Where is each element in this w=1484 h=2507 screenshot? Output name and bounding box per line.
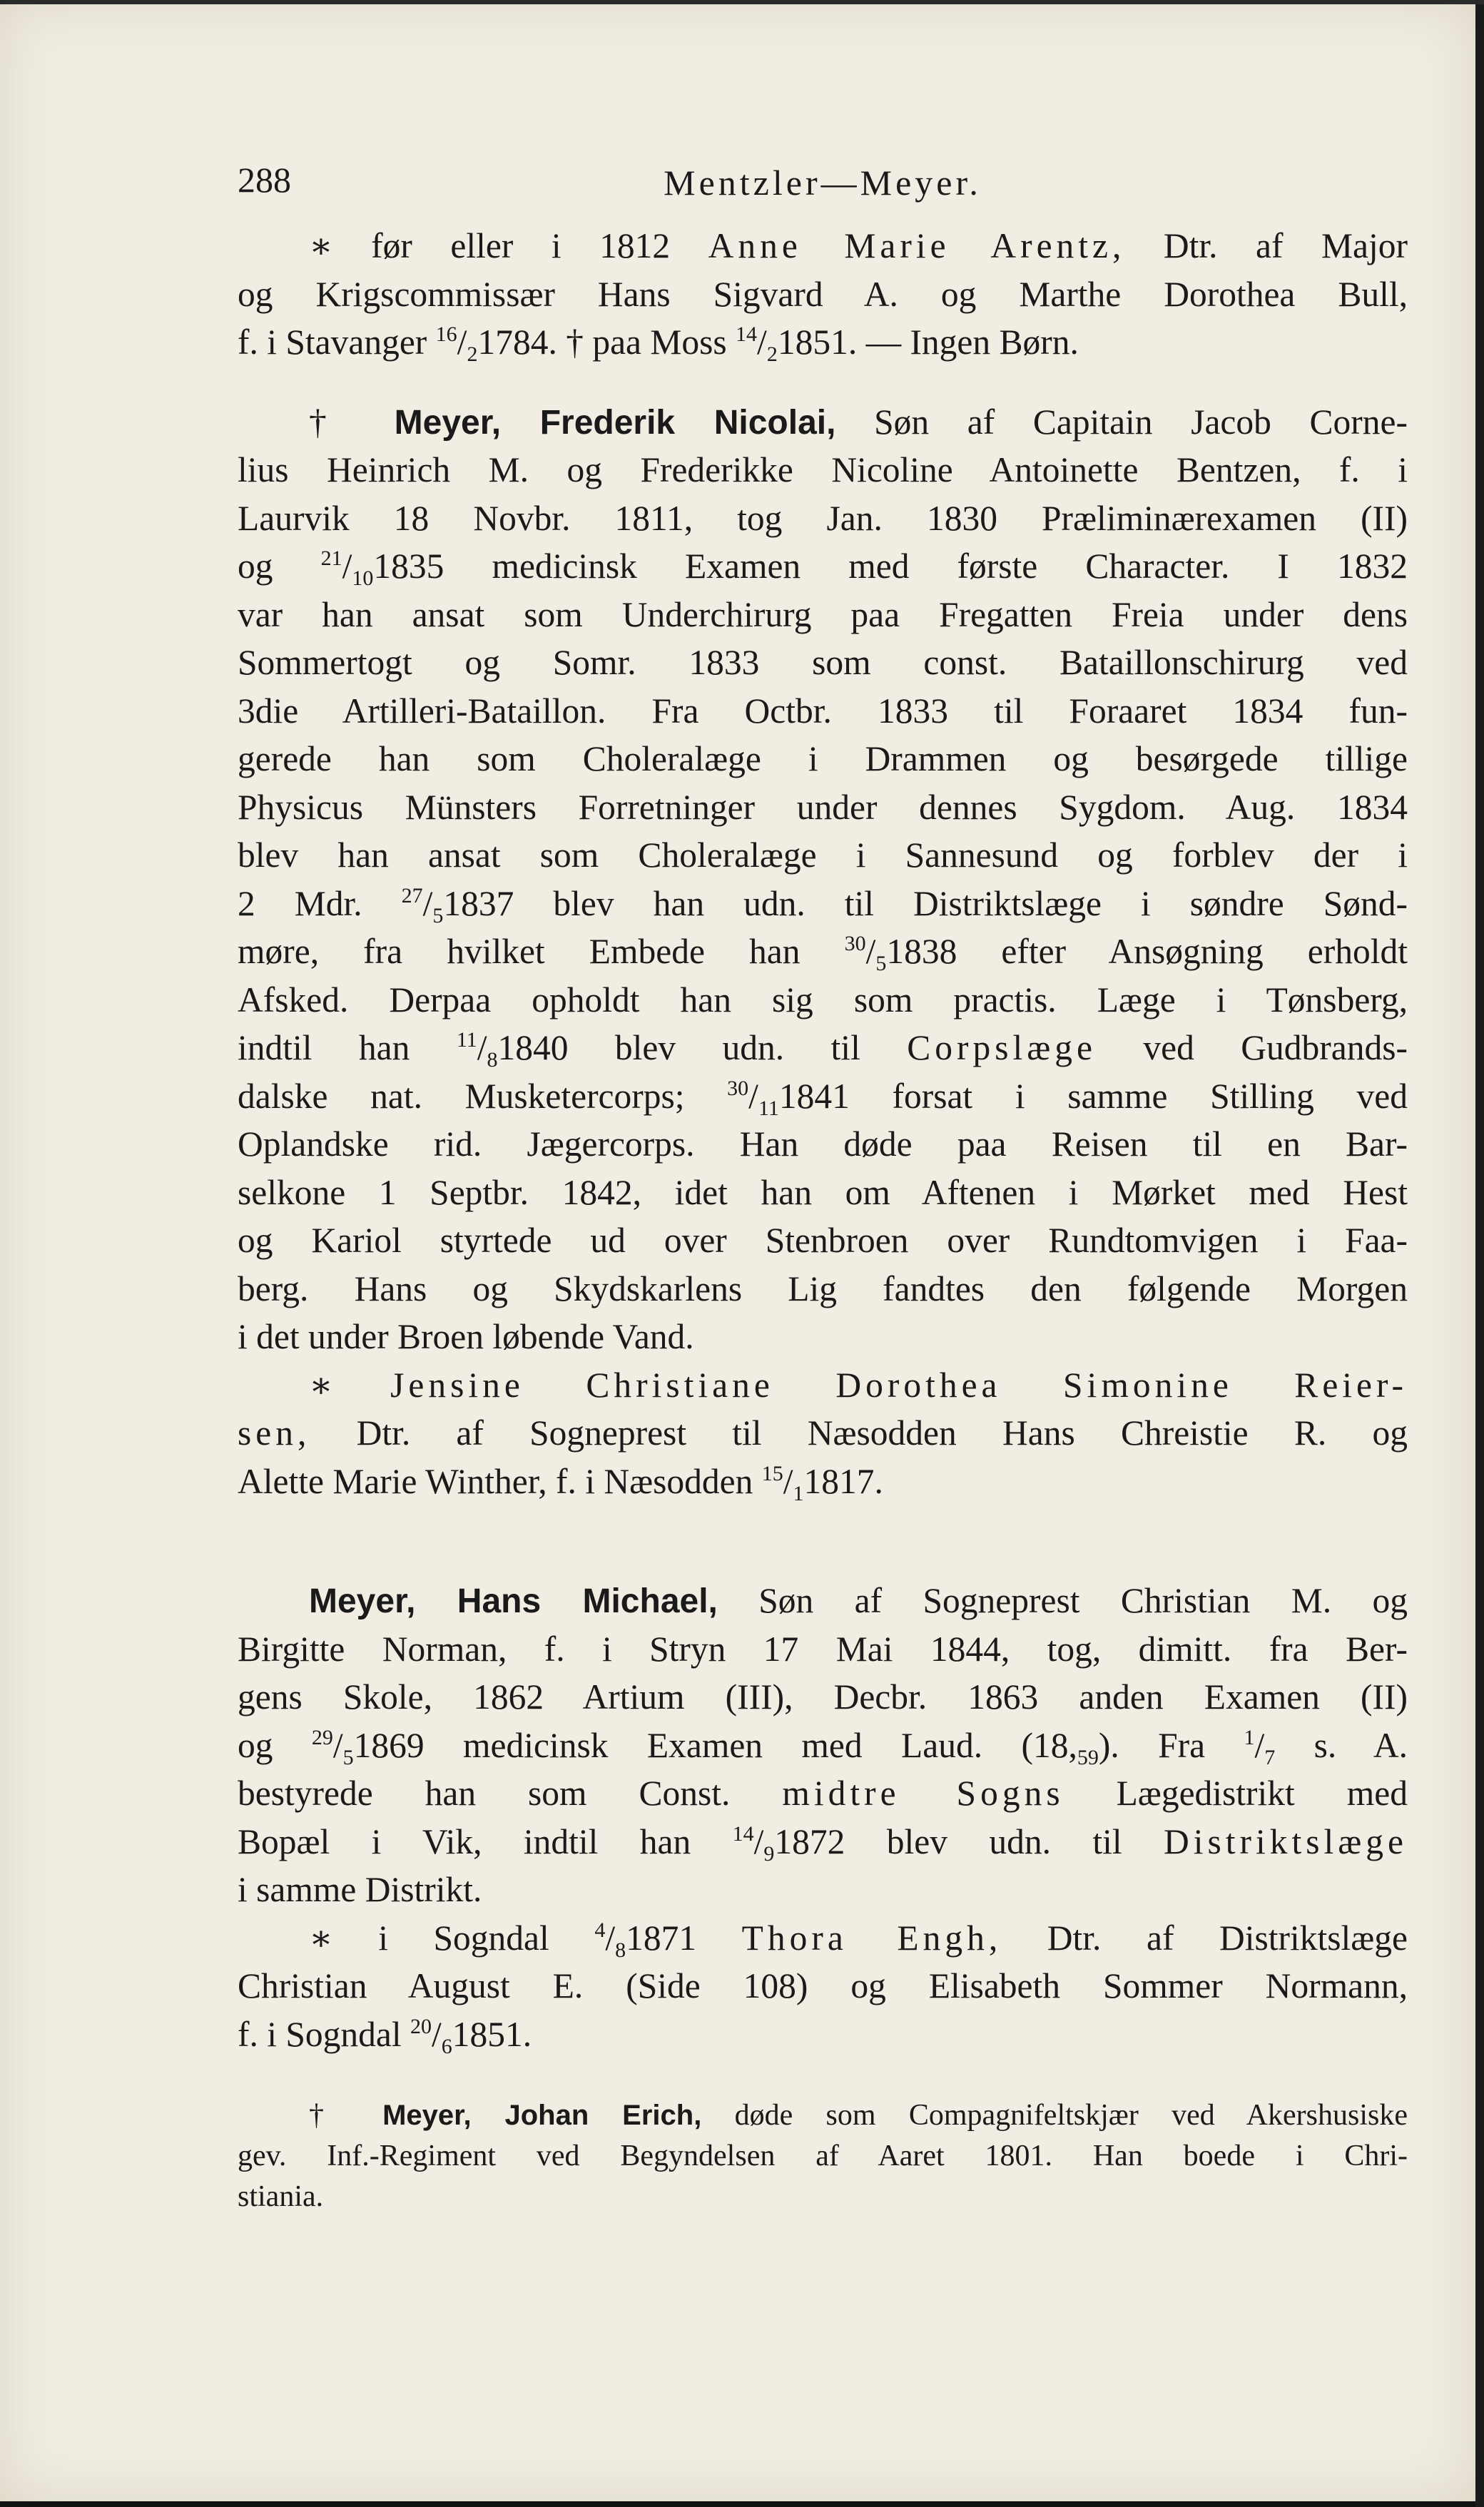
text-run: 1851. [452, 2014, 532, 2054]
superscript: 4 [594, 1918, 606, 1942]
text-run: / [342, 546, 352, 586]
text-run: 1817. [803, 1461, 883, 1501]
subscript: 2 [467, 342, 478, 366]
text-line [238, 1673, 1408, 1722]
text-run: Dtr. af Distriktslæge [1002, 1918, 1408, 1958]
text-line [238, 831, 1408, 880]
text-run: 1851. — Ingen Børn. [777, 322, 1079, 362]
subscript: 9 [763, 1841, 775, 1866]
subscript: 5 [342, 1745, 354, 1769]
text-line [238, 398, 1408, 447]
text-run: Lægedistrikt med [1064, 1774, 1408, 1813]
text-run: f. i Sogndal [238, 2014, 410, 2054]
text-line [238, 1625, 1408, 1674]
text-run: / [457, 322, 467, 362]
text-run: blev han ansat som Choleralæge i Sannesund og forblev der i [238, 835, 1408, 875]
text-run: gerede han som Choleralæge i Drammen og besørgede tillige [238, 739, 1408, 778]
spaced-name: sen, [238, 1413, 311, 1453]
superscript: 27 [401, 883, 423, 907]
text-run: Birgitte Norman, f. i Stryn 17 Mai 1844, tog, dimitt. fra Ber- [238, 1629, 1408, 1669]
text-run: 1872 blev udn. til [774, 1821, 1164, 1861]
text-line [238, 1216, 1408, 1265]
text-run: dalske nat. Musketercorps; [238, 1076, 728, 1116]
subscript: 6 [441, 2034, 452, 2058]
running-head: Mentzler—Meyer. [664, 163, 982, 203]
text-run: s. A. [1275, 1725, 1408, 1765]
text-line [238, 976, 1408, 1024]
text-line [238, 318, 1408, 367]
entry-mentzler-tail [238, 222, 1408, 367]
text-line [238, 2177, 1408, 2217]
subscript: 1 [793, 1481, 804, 1505]
subscript: 5 [875, 952, 887, 975]
text-line [238, 1577, 1408, 1625]
text-line [238, 270, 1408, 319]
text-run: 1840 blev udn. til [497, 1028, 908, 1067]
text-run: 2 Mdr. [238, 883, 402, 923]
text-line [238, 2136, 1408, 2177]
text-run: Søn af Capitain Jacob Corne- [835, 402, 1408, 442]
text-line [238, 639, 1408, 687]
superscript: 29 [311, 1725, 333, 1749]
text-line [238, 1265, 1408, 1313]
text-line [238, 1769, 1408, 1818]
text-run: i samme Distrikt. [238, 1870, 482, 1909]
text-run: og Kariol styrtede ud over Stenbroen over Rundtomvigen i Faa- [238, 1221, 1408, 1260]
text-run: Dtr. af Major [1125, 226, 1408, 265]
text-run: ∗ i Sogndal [309, 1918, 595, 1958]
text-run: i det under Broen løbende Vand. [238, 1317, 694, 1356]
text-run: gev. Inf.-Regiment ved Begyndelsen af Aaret 1801. Han boede i Chri- [238, 2140, 1408, 2172]
text-run: Laurvik 18 Novbr. 1811, tog Jan. 1830 Præliminærexamen (II) [238, 498, 1408, 538]
text-line [238, 591, 1408, 639]
text-line [238, 1962, 1408, 2010]
scan-edge-right [1475, 0, 1484, 2507]
text-line [238, 1914, 1408, 1963]
spaced-name: Distriktslæge [1164, 1821, 1408, 1861]
text-run: og [238, 1725, 312, 1765]
entry-meyer-frederik-nicolai [238, 398, 1408, 1506]
text-run: og Krigscommissær Hans Sigvard A. og Marthe Dorothea Bull, [238, 274, 1408, 314]
text-run: var han ansat som Underchirurg paa Fregatten Freia under dens [238, 594, 1408, 634]
text-line [238, 222, 1408, 270]
text-line [238, 1866, 1408, 1914]
text-line [238, 2010, 1408, 2059]
entry-heading-name: Meyer, Frederik Nicolai, [394, 403, 836, 442]
text-run: stiania. [238, 2180, 324, 2213]
text-run: Dtr. af Sogneprest til Næsodden Hans Chreistie R. og [310, 1413, 1408, 1453]
text-run: bestyrede han som Const. [238, 1774, 783, 1813]
superscript: 14 [736, 322, 758, 346]
text-run: / [865, 932, 876, 971]
text-run: Bopæl i Vik, indtil han [238, 1821, 733, 1861]
text-run: 1784. † paa Moss [477, 322, 736, 362]
text-run: / [605, 1918, 616, 1958]
text-run: og [238, 546, 321, 586]
superscript: 21 [320, 546, 342, 570]
text-run: gens Skole, 1862 Artium (III), Decbr. 1863 anden Examen (II) [238, 1677, 1408, 1717]
text-run: 1835 medicinsk Examen med første Character. I 1832 [373, 546, 1408, 586]
text-run: Christian August E. (Side 108) og Elisabeth Sommer Normann, [238, 1966, 1408, 2005]
spaced-name: midtre Sogns [782, 1774, 1064, 1813]
text-run: Physicus Münsters Forretninger under dennes Sygdom. Aug. 1834 [238, 787, 1408, 827]
text-run: 1869 medicinsk Examen med Laud. (18, [353, 1725, 1077, 1765]
text-line [238, 1818, 1408, 1866]
text-run: / [432, 2014, 442, 2054]
text-line [238, 687, 1408, 736]
text-line [238, 446, 1408, 494]
spaced-name: Thora Engh, [741, 1918, 1002, 1958]
text-line [238, 494, 1408, 543]
text-line [238, 735, 1408, 783]
text-line [238, 927, 1408, 976]
text-line [238, 1361, 1408, 1410]
text-run: selkone 1 Septbr. 1842, idet han om Aftenen i Mørket med Hest [238, 1172, 1408, 1212]
text-run: Alette Marie Winther, f. i Næsodden [238, 1461, 762, 1501]
page-number: 288 [238, 160, 291, 200]
superscript: 1 [1244, 1725, 1255, 1749]
text-line [238, 1313, 1408, 1361]
entry-meyer-johan-erich [238, 2095, 1408, 2217]
text-run: / [753, 1821, 764, 1861]
text-run: † [309, 2099, 383, 2132]
text-run: Sommertogt og Somr. 1833 som const. Bataillonschirurg ved [238, 643, 1408, 682]
text-run: Søn af Sogneprest Christian M. og [717, 1581, 1408, 1620]
text-run: ∗ [309, 1365, 391, 1405]
text-line [238, 2095, 1408, 2136]
text-run: berg. Hans og Skydskarlens Lig fandtes den følgende Morgen [238, 1268, 1408, 1308]
subscript: 8 [487, 1048, 498, 1072]
text-line [238, 1169, 1408, 1217]
subscript: 7 [1264, 1745, 1276, 1769]
scan-edge-top [0, 0, 1484, 4]
text-run: møre, fra hvilket Embede han [238, 932, 845, 971]
text-line [238, 1120, 1408, 1169]
text-line [238, 1024, 1408, 1072]
text-run: indtil han [238, 1028, 457, 1067]
page-header [238, 153, 1408, 222]
superscript: 15 [761, 1461, 783, 1485]
text-run: / [477, 1028, 487, 1067]
superscript: 14 [732, 1821, 754, 1846]
subscript: 11 [758, 1096, 779, 1120]
text-line [238, 1722, 1408, 1770]
text-run: 1841 forsat i samme Stilling ved [778, 1076, 1408, 1116]
text-run: 1837 blev han udn. til Distriktslæge i søndre Sønd- [443, 883, 1408, 923]
text-run: f. i Stavanger [238, 322, 436, 362]
entry-heading-name: Meyer, Hans Michael, [309, 1582, 718, 1620]
subscript: 5 [432, 903, 444, 927]
text-run: / [1254, 1725, 1265, 1765]
text-run: Oplandske rid. Jægercorps. Han døde paa Reisen til en Bar- [238, 1124, 1408, 1164]
text-run: / [757, 322, 767, 362]
text-run: 1838 efter Ansøgning erholdt [886, 932, 1408, 971]
text-run: lius Heinrich M. og Frederikke Nicoline Antoinette Bentzen, f. i [238, 450, 1408, 489]
text-line [238, 542, 1408, 591]
text-run: / [422, 883, 433, 923]
text-run: ved Gudbrands- [1097, 1028, 1408, 1067]
text-run: ). Fra [1098, 1725, 1244, 1765]
entry-meyer-hans-michael [238, 1577, 1408, 2058]
superscript: 20 [410, 2014, 432, 2038]
page-text [238, 153, 1408, 2217]
text-run: døde som Compagnifeltskjær ved Akershusiske [701, 2099, 1408, 2132]
text-line [238, 783, 1408, 832]
subscript: 59 [1077, 1745, 1099, 1769]
subscript: 2 [766, 342, 778, 366]
superscript: 30 [844, 932, 866, 955]
text-run: Afsked. Derpaa opholdt han sig som practis. Læge i Tønsberg, [238, 980, 1408, 1019]
text-run: / [332, 1725, 343, 1765]
subscript: 8 [615, 1938, 626, 1962]
superscript: 30 [727, 1076, 749, 1100]
text-run: 1871 [626, 1918, 742, 1958]
text-run: † [309, 402, 395, 442]
text-line [238, 1458, 1408, 1506]
superscript: 11 [456, 1028, 477, 1052]
subscript: 10 [352, 566, 374, 590]
text-line [238, 1409, 1408, 1458]
spaced-name: Anne Marie Arentz, [708, 226, 1126, 265]
spaced-name: Corpslæge [907, 1028, 1097, 1067]
text-line [238, 1072, 1408, 1121]
superscript: 16 [435, 322, 457, 346]
text-run: ∗ før eller i 1812 [309, 226, 708, 265]
text-run: / [783, 1461, 793, 1501]
text-line [238, 880, 1408, 928]
spaced-name: Jensine Christiane Dorothea Simonine Reier- [390, 1365, 1408, 1405]
text-run: / [748, 1076, 758, 1116]
entry-heading-name: Meyer, Johan Erich, [382, 2100, 702, 2131]
text-run: 3die Artilleri-Bataillon. Fra Octbr. 1833 til Foraaret 1834 fun- [238, 691, 1408, 731]
